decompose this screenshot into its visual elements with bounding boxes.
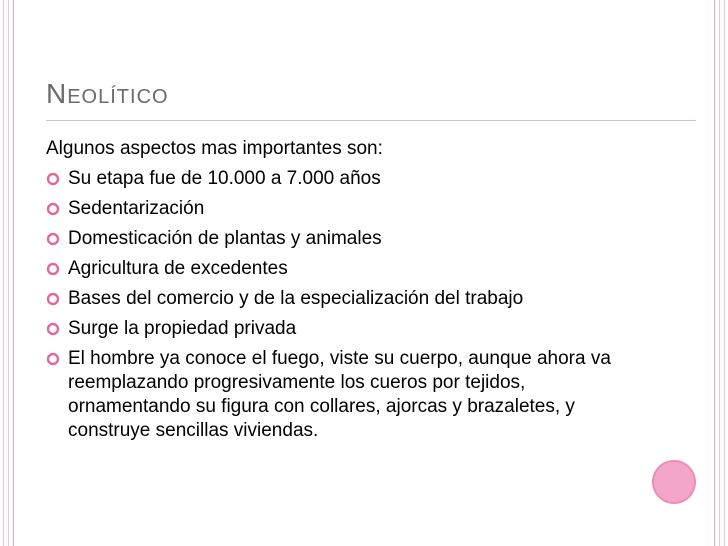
list-item xyxy=(46,197,646,221)
bullet-text: Surge la propiedad privada xyxy=(68,318,297,339)
bullet-text: Su etapa fue de 10.000 a 7.000 años xyxy=(68,168,381,189)
slide-content xyxy=(46,137,646,449)
right-decorative-border xyxy=(714,0,728,546)
list-item xyxy=(46,167,646,191)
bullet-text: Agricultura de excedentes xyxy=(68,258,288,279)
bullet-text: Bases del comercio y de la especialización del trabajo xyxy=(68,288,524,309)
bullet-text: El hombre ya conoce el fuego, viste su cuerpo, aunque ahora va reemplazando progresivamente los cueros por tejidos, ornamentando su figura con collares, ajorcas y brazaletes, y construye sencillas viviendas. xyxy=(68,348,611,441)
bullet-text: Sedentarización xyxy=(68,198,205,219)
intro-text: Algunos aspectos mas importantes son: xyxy=(46,138,383,159)
ring-bullet-icon xyxy=(46,322,60,336)
title-divider xyxy=(46,120,696,121)
list-item xyxy=(46,317,646,341)
ring-bullet-icon xyxy=(46,232,60,246)
list-item xyxy=(46,257,646,281)
pink-circle-decoration xyxy=(652,460,696,504)
ring-bullet-icon xyxy=(46,262,60,276)
ring-bullet-icon xyxy=(46,292,60,306)
ring-bullet-icon xyxy=(46,352,60,366)
list-item xyxy=(46,347,646,443)
left-decorative-border xyxy=(0,0,14,546)
list-item xyxy=(46,227,646,251)
slide-title: Neolítico xyxy=(46,78,169,109)
bullet-list xyxy=(46,167,646,443)
ring-bullet-icon xyxy=(46,172,60,186)
ring-bullet-icon xyxy=(46,202,60,216)
list-item xyxy=(46,287,646,311)
bullet-text: Domesticación de plantas y animales xyxy=(68,228,382,249)
